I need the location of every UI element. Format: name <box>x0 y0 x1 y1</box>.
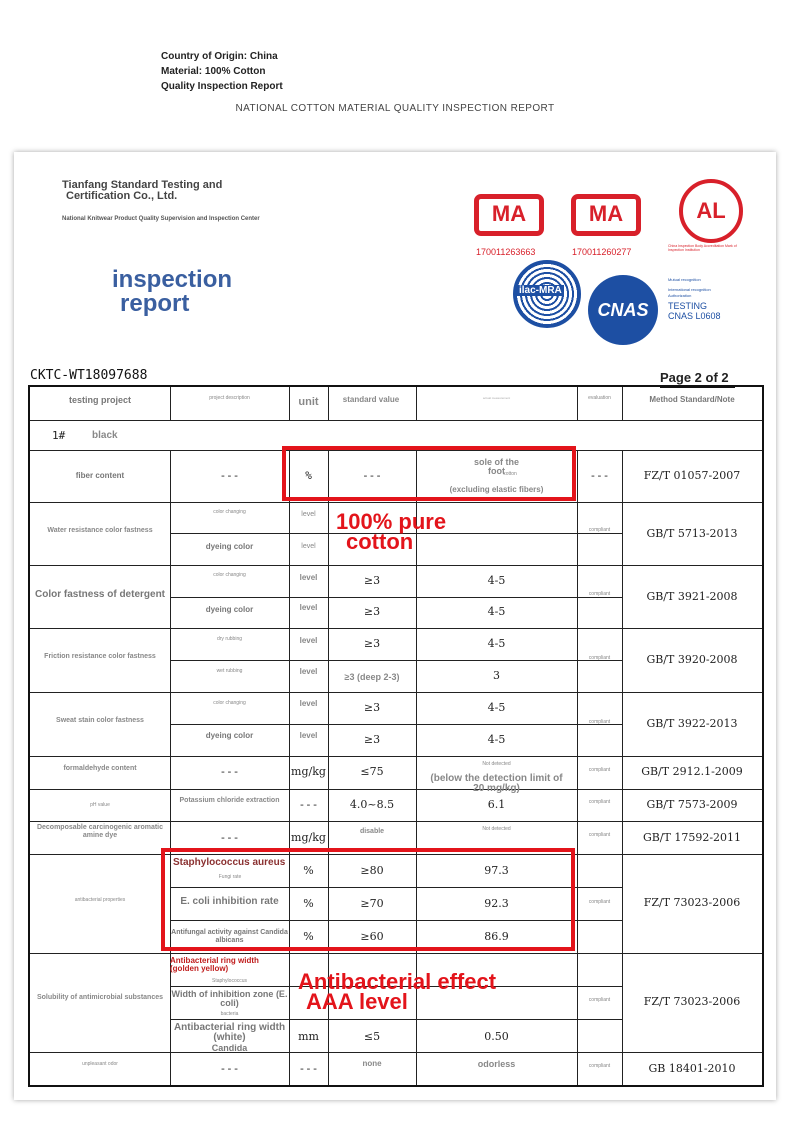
friction-unit-2: level <box>299 667 318 676</box>
sol-val-3: 0.50 <box>484 1030 509 1043</box>
ph-std: 4.0~8.5 <box>349 798 395 811</box>
friction-desc-2: wet rubbing <box>216 668 243 674</box>
sweat-unit-2: level <box>299 731 318 740</box>
sol-desc-3: Antibacterial ring width (white) <box>173 1022 286 1043</box>
sweat-val-2: 4-5 <box>487 733 506 746</box>
friction-val-2: 3 <box>493 669 500 682</box>
formal-val-tiny: Not detected <box>482 761 511 767</box>
sol-unit-3: mm <box>298 1030 319 1043</box>
material-text: Material: 100% Cotton <box>161 66 266 77</box>
ph-method: GB/T 7573-2009 <box>646 798 738 811</box>
odor-val: odorless <box>477 1059 516 1069</box>
friction-eval: compliant <box>588 655 611 661</box>
antibac-val-3: 86.9 <box>484 930 509 943</box>
pure-cotton-annotation <box>336 509 447 554</box>
antibacterial-label: antibacterial properties <box>74 897 126 903</box>
cal-logo-text: AL <box>696 198 726 223</box>
header-method: Method Standard/Note <box>649 395 735 404</box>
pure-cotton-line1: 100% pure <box>336 509 447 534</box>
sol-desc-3-sub: Candida <box>211 1043 248 1053</box>
sweat-unit-1: level <box>299 699 318 708</box>
formal-std: ≤75 <box>360 765 384 778</box>
fiber-eval: --- <box>589 469 610 482</box>
antibac-std-3: ≥60 <box>360 930 384 943</box>
sol-desc-2-sub: bacteria <box>220 1011 239 1017</box>
fiber-highlight-box <box>282 446 576 501</box>
formal-eval: compliant <box>588 767 611 773</box>
sweat-desc-1: color changing <box>213 700 246 706</box>
antibac-unit-3: % <box>303 930 314 943</box>
top-info <box>161 49 283 94</box>
header-actual-measurement: actual measurement <box>482 396 511 400</box>
water-unit-1: level <box>301 511 316 518</box>
sweat-std-1: ≥3 <box>363 701 381 714</box>
water-eval: compliant <box>588 527 611 533</box>
odor-std: none <box>362 1059 382 1068</box>
document-title-line1: inspection <box>112 266 233 293</box>
odor-method: GB 18401-2010 <box>648 1062 736 1075</box>
authorization-text: Authorization <box>668 293 692 298</box>
odor-desc: --- <box>219 1062 240 1075</box>
header-testing-project: testing project <box>68 395 131 405</box>
antibac-desc-3: Antifungal activity against Candida albicans <box>171 929 288 944</box>
formal-method: GB/T 2912.1-2009 <box>641 765 743 778</box>
fiber-value-line3: (excluding elastic fibers) <box>449 485 544 494</box>
ilac-mra-text: ilac-MRA <box>519 285 562 296</box>
fiber-value-line1: sole of the <box>473 457 519 467</box>
water-method: GB/T 5713-2013 <box>646 527 738 540</box>
deterg-unit-2: level <box>299 603 318 612</box>
solubility-label: Solubility of antimicrobial substances <box>36 994 164 1001</box>
ph-val: 6.1 <box>487 798 506 811</box>
antibac-std-2: ≥70 <box>360 897 384 910</box>
cnas-logo <box>588 275 658 345</box>
antibac-annotation-line2: AAA level <box>306 989 408 1014</box>
header-project-description: project description <box>209 395 250 401</box>
sample-color: black <box>92 430 118 441</box>
report-title: NATIONAL COTTON MATERIAL QUALITY INSPECTION REPORT <box>235 103 555 114</box>
mutual-recognition-text: Mutual recognition <box>668 277 701 282</box>
deterg-std-2: ≥3 <box>363 605 381 618</box>
antibac-desc-2: E. coli inhibition rate <box>180 896 279 907</box>
deterg-method: GB/T 3921-2008 <box>646 590 738 603</box>
deterg-unit-1: level <box>299 573 318 582</box>
origin-text: Country of Origin: China <box>161 51 278 62</box>
sweat-val-1: 4-5 <box>487 701 506 714</box>
sol-std-3: ≤5 <box>363 1030 381 1043</box>
friction-std-2: ≥3 (deep 2-3) <box>344 672 400 682</box>
report-number: CKTC-WT18097688 <box>30 368 148 383</box>
antibac-eval: compliant <box>588 899 611 905</box>
formal-val: (below the detection limit of 20 mg/kg) <box>430 773 563 794</box>
header-standard-value: standard value <box>342 395 400 404</box>
fiber-value-tiny: cotton <box>503 471 517 477</box>
deterg-desc-2: dyeing color <box>205 605 254 614</box>
deterg-desc-1: color changing <box>213 572 246 578</box>
antibacterial-annotation <box>298 969 497 1014</box>
detergent-label: Color fastness of detergent <box>34 589 166 600</box>
water-desc-2: dyeing color <box>205 542 254 551</box>
results-table <box>28 385 764 1087</box>
water-desc-1: color changing <box>213 509 246 515</box>
ph-label: pH value <box>90 802 110 808</box>
friction-method: GB/T 3920-2008 <box>646 653 738 666</box>
deterg-val-1: 4-5 <box>487 574 506 587</box>
antibac-desc-1: Staphylococcus aureus <box>173 857 286 868</box>
ph-desc: Potassium chloride extraction <box>179 797 280 804</box>
antibac-desc-1-sub: Fungi rate <box>218 874 242 880</box>
report-type-text: Quality Inspection Report <box>161 81 283 92</box>
fiber-standard: --- <box>362 469 382 482</box>
cma-logo-1 <box>474 194 544 236</box>
fiber-desc: --- <box>219 469 240 482</box>
ph-eval: compliant <box>588 799 611 805</box>
antibac-unit-2: % <box>303 897 314 910</box>
page-number: Page 2 of 2 <box>660 370 729 385</box>
friction-val-1: 4-5 <box>487 637 506 650</box>
antibac-annotation-line1: Antibacterial effect <box>298 969 497 994</box>
cma-number-2: 170011260277 <box>572 247 632 257</box>
amine-std: disable <box>359 828 385 835</box>
sweat-std-2: ≥3 <box>363 733 381 746</box>
formaldehyde-label: formaldehyde content <box>63 765 137 772</box>
fiber-content-label: fiber content <box>75 471 125 480</box>
antibac-std-1: ≥80 <box>360 864 384 877</box>
header-evaluation: evaluation <box>588 395 611 401</box>
international-recognition-text: International recognition <box>668 287 711 292</box>
sol-method: FZ/T 73023-2006 <box>643 995 741 1008</box>
odor-label: unpleasant odor <box>82 1061 118 1067</box>
cma-logo-2-text: MA <box>588 201 624 226</box>
amine-method: GB/T 17592-2011 <box>642 831 742 844</box>
friction-desc-1: dry rubbing <box>216 636 242 642</box>
sol-desc-1: Antibacterial ring width (golden yellow) <box>170 956 259 973</box>
friction-std-1: ≥3 <box>363 637 381 650</box>
sweat-label: Sweat stain color fastness <box>56 717 144 724</box>
deterg-val-2: 4-5 <box>487 605 506 618</box>
sample-number: 1# <box>52 429 66 442</box>
antibac-val-2: 92.3 <box>484 897 509 910</box>
sol-desc-1-sub: Staphylococcus <box>211 978 248 984</box>
testing-text: TESTING <box>668 301 708 311</box>
water-unit-2: level <box>301 543 316 550</box>
deterg-std-1: ≥3 <box>363 574 381 587</box>
company-block <box>62 180 260 225</box>
antibacterial-highlight-box <box>161 848 575 951</box>
antibac-method: FZ/T 73023-2006 <box>643 896 741 909</box>
cal-note: China Inspection Body Accreditation Mark of Inspection Institution <box>668 244 737 252</box>
cma-logo-2 <box>571 194 641 236</box>
amine-eval: compliant <box>588 832 611 838</box>
antibac-unit-1: % <box>303 864 314 877</box>
cal-logo <box>679 179 743 243</box>
pure-cotton-line2: cotton <box>346 529 414 554</box>
fiber-value-line2: foot <box>488 466 505 476</box>
cnas-code-text: CNAS L0608 <box>668 311 721 321</box>
cma-logo-1-text: MA <box>491 201 527 226</box>
odor-eval: compliant <box>588 1063 611 1069</box>
header-unit: unit <box>298 396 319 408</box>
cnas-logo-text: CNAS <box>597 300 649 320</box>
formal-desc: --- <box>219 765 240 778</box>
amine-val-tiny: Not detected <box>482 826 511 832</box>
ph-unit: --- <box>298 798 319 811</box>
document-title-line2: report <box>120 290 190 317</box>
deterg-eval: compliant <box>588 591 611 597</box>
testing-accreditation <box>668 277 721 321</box>
sweat-desc-2: dyeing color <box>205 731 254 740</box>
document-title <box>112 268 232 316</box>
friction-unit-1: level <box>299 636 318 645</box>
inspection-sheet <box>14 152 776 1100</box>
sweat-eval: compliant <box>588 719 611 725</box>
sol-eval: compliant <box>588 997 611 1003</box>
company-name-line2: Certification Co., Ltd. <box>66 190 178 202</box>
amine-unit: mg/kg <box>291 831 326 844</box>
amine-label: Decomposable carcinogenic aromatic amine dye <box>36 824 164 839</box>
amine-desc: --- <box>219 831 240 844</box>
friction-label: Friction resistance color fastness <box>44 653 156 660</box>
sol-desc-2: Width of inhibition zone (E. coli) <box>171 989 288 1008</box>
cma-number-1: 170011263663 <box>476 247 536 257</box>
odor-unit: --- <box>298 1062 319 1075</box>
formal-unit: mg/kg <box>291 765 326 778</box>
company-center: National Knitwear Product Quality Supervision and Inspection Center <box>62 216 260 222</box>
fiber-unit: % <box>305 469 312 482</box>
water-resistance-label: Water resistance color fastness <box>47 527 153 534</box>
sweat-method: GB/T 3922-2013 <box>646 717 738 730</box>
antibac-val-1: 97.3 <box>484 864 509 877</box>
company-name-line1: Tianfang Standard Testing and <box>62 179 223 191</box>
fiber-method: FZ/T 01057-2007 <box>643 469 741 482</box>
